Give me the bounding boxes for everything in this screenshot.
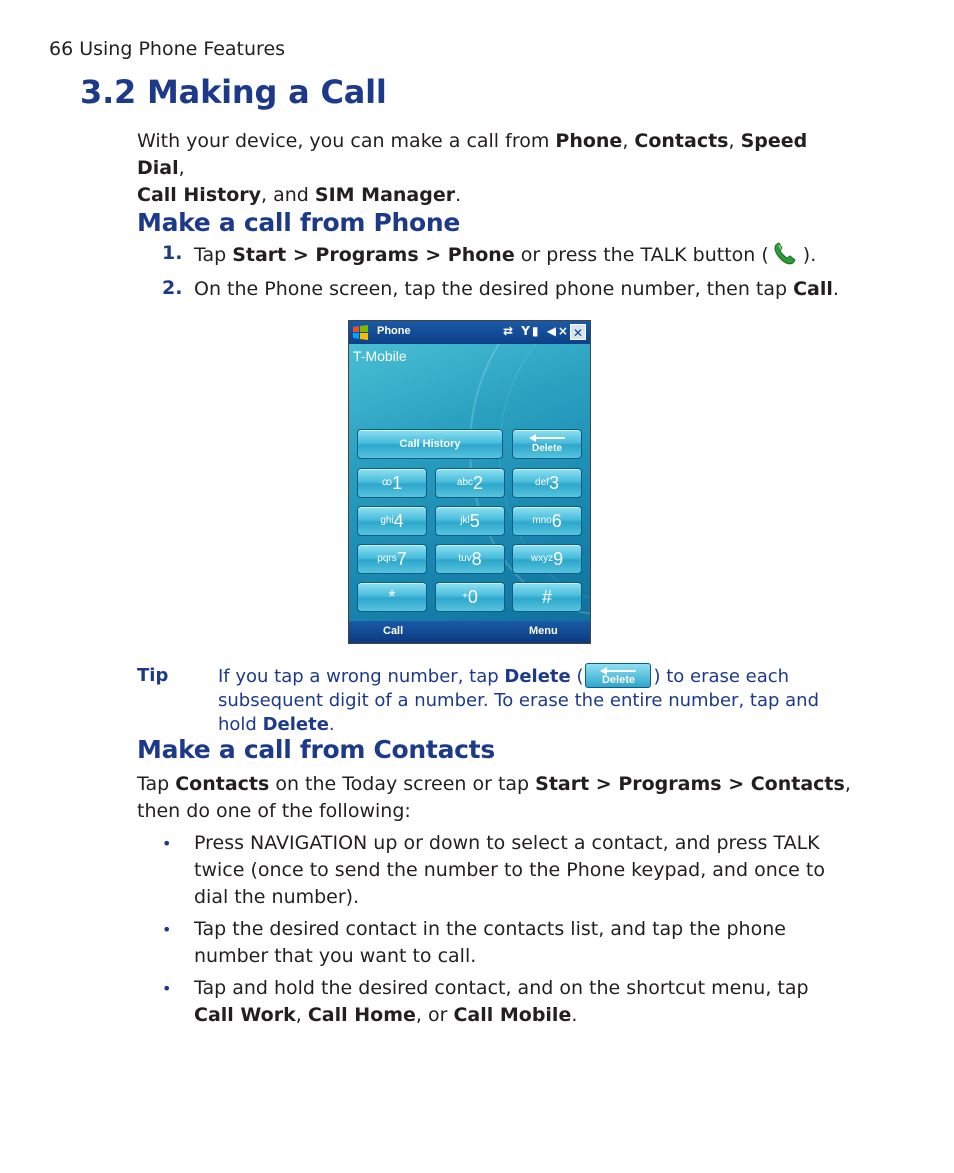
key-digit: 0 [467,587,478,607]
bullet-text: Tap and hold the desired contact, and on the shortcut menu, tap [194,977,809,999]
tip-delete: Delete [504,666,571,687]
bullet-item-1: Press NAVIGATION up or down to select a contact, and press TALK twice (once to send the number to the Phone keypad, and once to dial the number). [194,832,825,908]
bullet-dot: • [162,920,172,939]
tip-label: Tip [137,665,169,686]
bullet-text: , [295,1004,308,1026]
windows-start-icon[interactable] [352,325,369,340]
delete-button-icon [585,663,651,688]
step-number: 1. [162,242,183,264]
key-digit: 4 [393,511,404,531]
close-icon[interactable]: ✕ [570,324,586,340]
key-digit: 8 [471,549,482,569]
call-home: Call Home [307,1004,416,1026]
bullet-text: , or [415,1004,454,1026]
intro-sep: , [728,130,741,152]
running-head: 66 Using Phone Features [49,38,286,60]
bullet-text: . [571,1004,578,1026]
key-2[interactable] [435,468,505,498]
tip-segment: ) to erase each subsequent digit of a number. To erase the entire number, tap and hold [218,666,820,735]
step-text: or press the TALK button ( [514,244,769,266]
step-text: ). [802,244,817,266]
contacts-text: , then do one of the following: [137,773,851,822]
tip-segment: If you tap a wrong number, tap [218,666,505,687]
key-5[interactable] [435,506,505,536]
step-text: Tap [194,244,233,266]
key-digit: 1 [392,473,403,493]
contacts-bold: Contacts [175,773,270,795]
step-1 [194,241,816,269]
intro-speed-dial: Speed Dial [137,130,808,179]
key-letters: mno [532,515,552,526]
soft-key-bar [349,621,590,643]
key-letters: jkl [460,515,470,526]
key-digit: 6 [551,511,562,531]
key-7[interactable] [357,544,427,574]
delete-button[interactable] [512,429,582,459]
key-digit: 2 [473,473,484,493]
key-4[interactable] [357,506,427,536]
intro-sep: , [622,130,635,152]
key-3[interactable] [512,468,582,498]
step-path: Start > Programs > Phone [232,244,515,266]
key-9[interactable] [512,544,582,574]
window-title: Phone [377,325,411,337]
phone-screenshot [348,320,591,644]
key-0[interactable] [435,582,505,612]
intro-call-history: Call History [137,184,262,206]
intro-phone: Phone [555,130,623,152]
contacts-text: on the Today screen or tap [269,773,536,795]
step-text: . [832,278,839,300]
section-title: 3.2 Making a Call [80,73,387,111]
contacts-path: Start > Programs > Contacts [535,773,845,795]
step-call: Call [793,278,833,300]
bullet-dot: • [162,979,172,998]
carrier-name: T-Mobile [353,348,407,364]
key-digit: 7 [396,549,407,569]
tip-text [218,663,858,737]
key-digit: 5 [469,511,480,531]
key-letters: def [535,477,549,488]
call-softkey[interactable]: Call [383,625,404,637]
step-2 [194,276,839,303]
key-letters: tuv [458,553,472,564]
heading-make-call-from-phone: Make a call from Phone [137,208,461,237]
key-letters: wxyz [530,553,554,564]
title-bar [349,321,590,344]
step-number: 2. [162,277,183,299]
intro-text: With your device, you can make a call from [137,130,556,152]
bullet-dot: • [162,834,172,853]
menu-softkey[interactable]: Menu [529,625,558,637]
key-1[interactable] [357,468,427,498]
talk-phone-icon [771,241,801,267]
key-star[interactable] [357,582,427,612]
key-digit: * [388,587,396,607]
call-mobile: Call Mobile [453,1004,572,1026]
bullet-item-3 [194,975,854,1029]
intro-sep: , [178,157,185,179]
voicemail-icon: ꝏ [381,477,393,488]
intro-sep: , and [261,184,315,206]
step-text: On the Phone screen, tap the desired phone number, then tap [194,278,794,300]
key-6[interactable] [512,506,582,536]
tip-segment: ( [570,666,584,687]
key-letters: pqrs [377,553,397,564]
intro-paragraph [137,128,857,209]
tip-delete: Delete [262,714,329,735]
back-arrow-icon [527,433,567,443]
intro-contacts: Contacts [634,130,729,152]
key-8[interactable] [435,544,505,574]
intro-sep: . [455,184,462,206]
key-letters: + [462,591,468,602]
key-digit: # [541,587,552,607]
delete-icon-label: Delete [601,674,635,686]
call-work: Call Work [194,1004,296,1026]
key-hash[interactable] [512,582,582,612]
delete-label: Delete [531,443,562,454]
key-letters: abc [456,477,474,488]
key-digit: 3 [548,473,559,493]
bullet-item-2: Tap the desired contact in the contacts list, and tap the phone number that you want to call. [194,918,786,967]
intro-sim-manager: SIM Manager [314,184,456,206]
heading-make-call-from-contacts: Make a call from Contacts [137,735,495,764]
call-history-button[interactable]: Call History [357,429,503,459]
contacts-text: Tap [137,773,176,795]
contacts-intro [137,771,857,825]
key-letters: ghi [380,515,394,526]
key-digit: 9 [553,549,564,569]
status-icons[interactable]: ⇄ Y▮ ◀× [503,324,570,338]
tip-segment: . [328,714,335,735]
